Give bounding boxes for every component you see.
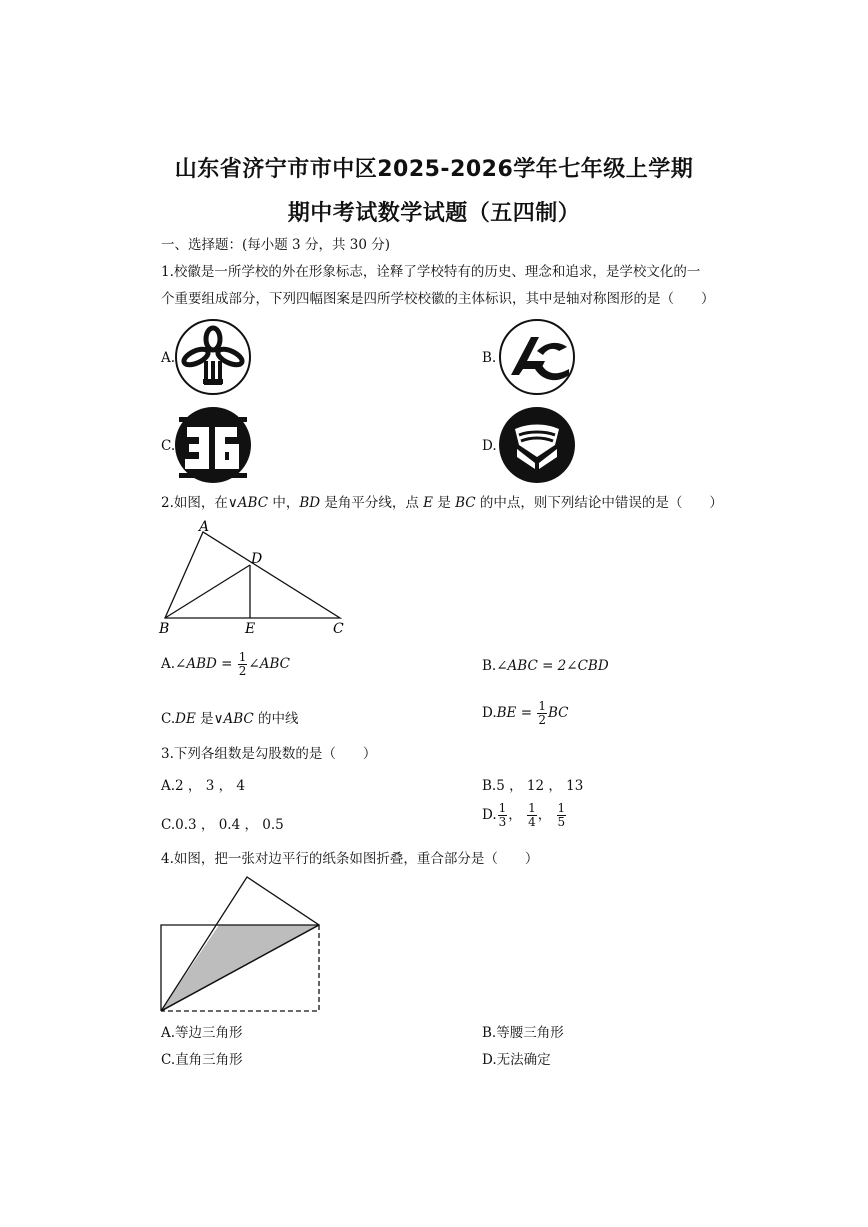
q2-stem: 2.如图，在∨ABC 中，BD 是角平分线，点 E 是 BC 的中点，则下列结论中错误的是（ ） [161,495,723,511]
q3-option-a: A.2 ， 3 ， 4 [161,778,245,794]
q4-option-b: B.等腰三角形 [482,1025,564,1041]
q2-option-b: B.∠ABC = 2∠CBD [482,658,609,674]
q4-option-d: D.无法确定 [482,1052,551,1068]
q2-label-c: C [333,621,344,637]
q2-triangle-figure [155,518,355,638]
section-heading: 一、选择题：(每小题 3 分，共 30 分) [161,237,390,253]
q2-label-e: E [245,621,256,637]
q1-option-a-label: A. [161,350,176,366]
school-emblem-c-image [173,405,253,485]
q2-label-d: D [251,551,263,567]
q3-stem: 3.下列各组数是勾股数的是（ ） [161,746,377,762]
q4-option-a: A.等边三角形 [161,1025,243,1041]
q2-option-c: C.DE 是∨ABC 的中线 [161,711,299,727]
q4-stem: 4.如图，把一张对边平行的纸条如图折叠，重合部分是（ ） [161,851,539,867]
q1-option-d-label: D. [482,438,497,454]
q2-label-a: A [199,519,210,535]
page-title-line1: 山东省济宁市市中区2025-2026学年七年级上学期 [174,157,694,182]
q1-option-c-label: C. [161,438,176,454]
q3-option-c: C.0.3 ， 0.4 ， 0.5 [161,817,284,833]
q2-option-a: A.∠ABD = $\frac{1}{2}$ ∠ABC [161,650,290,678]
q4-option-c: C.直角三角形 [161,1052,243,1068]
q3-option-b: B.5 ， 12 ， 13 [482,778,584,794]
page-title-line2: 期中考试数学试题（五四制） [287,201,581,226]
q2-label-b: B [159,621,170,637]
q1-stem-line1: 1.校徽是一所学校的外在形象标志，诠释了学校特有的历史、理念和追求，是学校文化的一 [161,264,701,280]
q3-option-d: D. $\frac{1}{3}$ ， $\frac{1}{4}$ ， $\frac{1}{5}$ [482,801,566,829]
school-emblem-d-image [497,405,577,485]
q1-option-b-label: B. [482,350,497,366]
q4-folded-strip-figure [155,872,330,1017]
q1-stem-line2: 个重要组成部分，下列四幅图案是四所学校校徽的主体标识，其中是轴对称图形的是（ ） [161,291,715,307]
school-emblem-a-image [173,317,253,397]
school-emblem-b-image [497,317,577,397]
q2-option-d: D.BE = $\frac{1}{2}$ BC [482,699,569,727]
